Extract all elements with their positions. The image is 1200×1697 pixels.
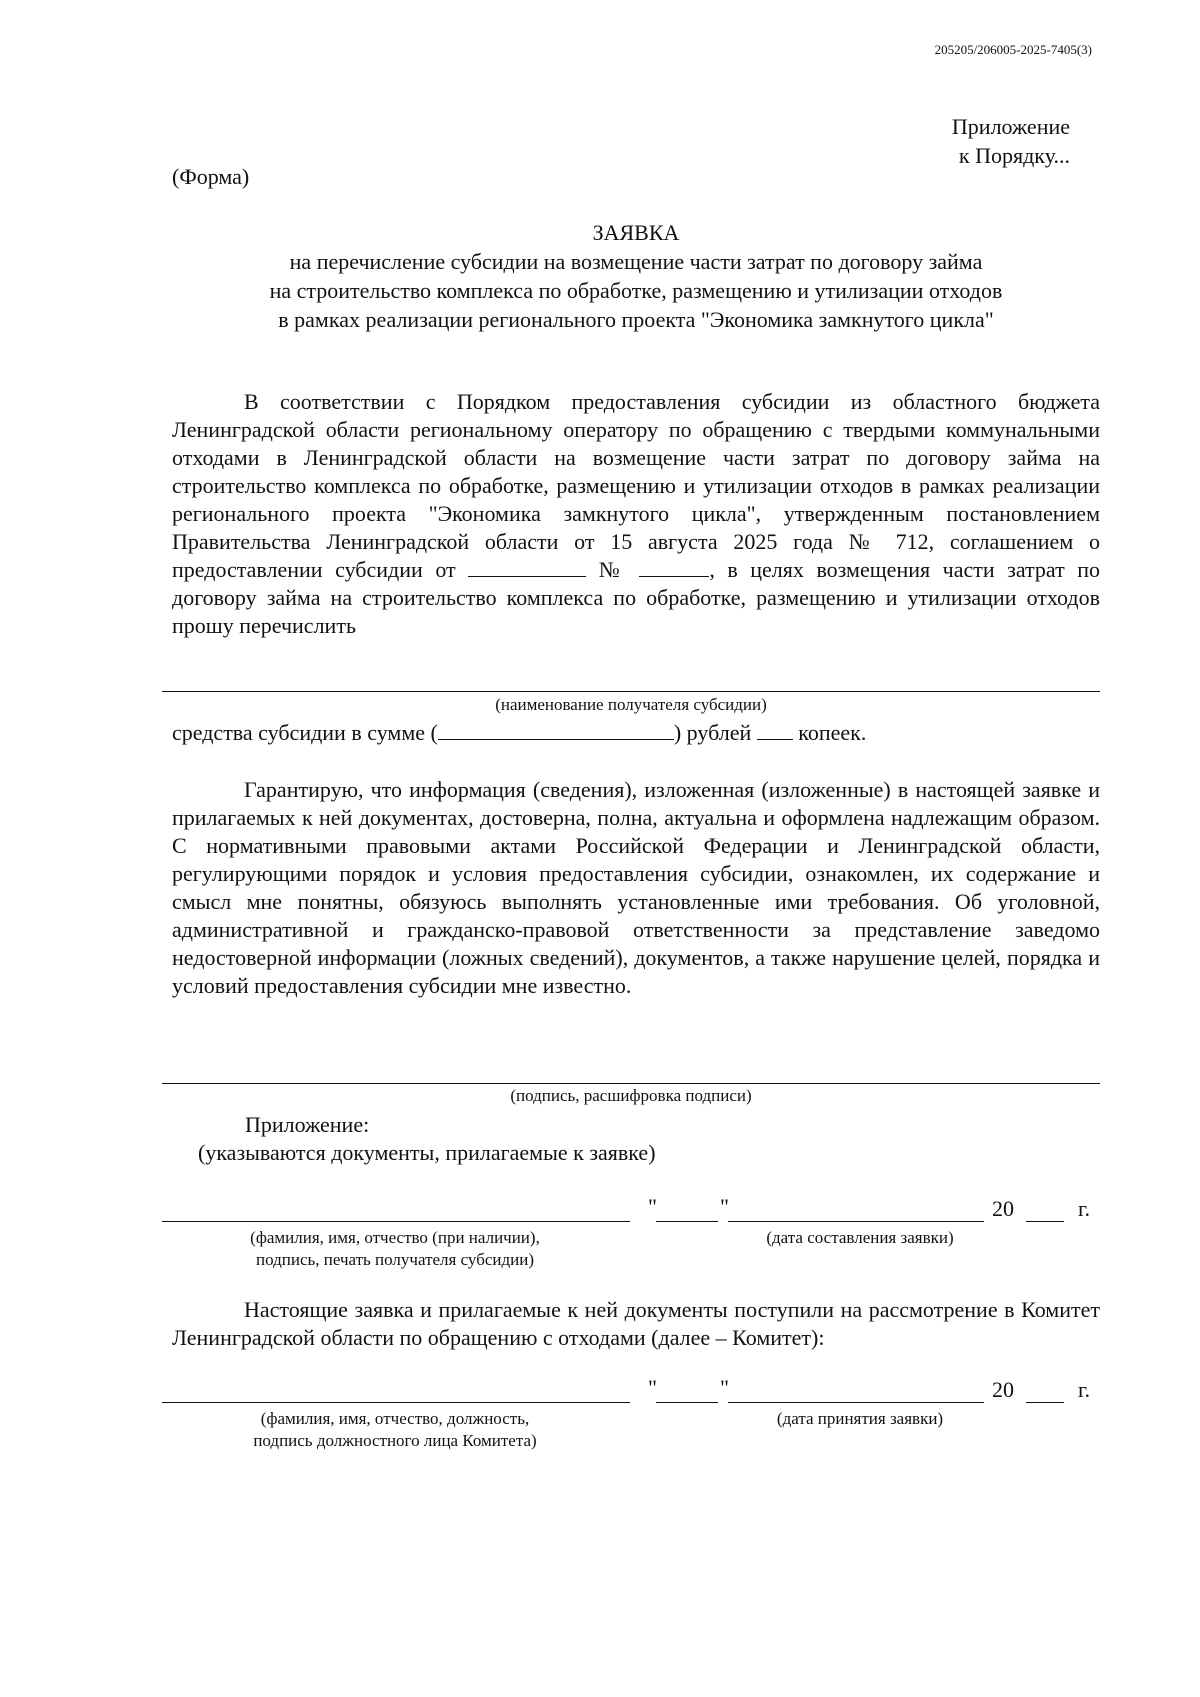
recipient-name-field[interactable] (162, 691, 1100, 692)
official-date-open-quote: " (648, 1375, 657, 1400)
appendix-line1: Приложение (951, 114, 1070, 139)
sum-rub: ) рублей (673, 720, 752, 745)
applicant-year-field[interactable] (1026, 1221, 1064, 1222)
official-caption-line2: подпись должностного лица Комитета) (253, 1431, 537, 1450)
signature-field[interactable] (162, 1083, 1100, 1084)
attachments-hint: (указываются документы, прилагаемые к заявке) (198, 1140, 656, 1165)
attachments-label: Приложение: (245, 1112, 370, 1137)
appendix-reference (952, 112, 1070, 170)
official-caption (200, 1408, 590, 1452)
sum-kopeks-field[interactable] (757, 719, 793, 740)
sum-kop: копеек. (798, 720, 867, 745)
applicant-day-field[interactable] (656, 1221, 718, 1222)
title-line1: на перечисление субсидии на возмещение части затрат по договору займа (289, 249, 983, 274)
body-num-sign: № (598, 557, 627, 582)
received-text: Настоящие заявка и прилагаемые к ней документы поступили на рассмотрение в Комитет Ленинградской области по обращению с отходами (далее – Комитет): (172, 1297, 1100, 1350)
form-label: (Форма) (172, 164, 250, 189)
official-month-field[interactable] (728, 1402, 984, 1403)
title-line3: в рамках реализации регионального проекта "Экономика замкнутого цикла" (278, 307, 994, 332)
recipient-caption: (наименование получателя субсидии) (495, 695, 767, 714)
appendix-line2: к Порядку... (958, 143, 1070, 168)
applicant-date-open-quote: " (648, 1194, 657, 1219)
official-date-caption: (дата принятия заявки) (776, 1409, 944, 1428)
signature-caption: (подпись, расшифровка подписи) (510, 1086, 752, 1105)
sum-amount-field[interactable] (438, 719, 674, 740)
body-part1: В соответствии с Порядком предоставления субсидии из областного бюджета Ленинградской области региональному оператору по обращению с твердыми коммунальными отходами в Ленинградской области на возмещение части затрат по договору займа на строительство комплекса по обработке, размещению и утилизации отходов в рамках реализации регионального проекта "Экономика замкнутого цикла", утвержденным постановлением Правительства Ленинградской области от 15 августа 2025 года № 712, соглашением о предоставлении субсидии (172, 389, 1100, 582)
request-paragraph (172, 388, 1100, 640)
applicant-caption-line2: подпись, печать получателя субсидии) (256, 1250, 534, 1269)
official-year-suffix: г. (1078, 1377, 1091, 1402)
official-signature-field[interactable] (162, 1402, 630, 1403)
document-title (172, 218, 1100, 334)
body-from: от (435, 557, 456, 582)
guarantee-text: Гарантирую, что информация (сведения), изложенная (изложенные) в настоящей заявке и прилагаемых к ней документах, достоверна, полна, актуальна и оформлена надлежащим образом. С нормативными правовыми актами Российской Федерации и Ленинградской области, регулирующими порядок и условия предоставления субсидии, ознакомлен, их содержание и смысл мне понятны, обязуюсь выполнять установленные ими требования. Об уголовной, административной и гражданско-правовой ответственности за представление заведомо недостоверной информации (ложных сведений), документов, а также нарушение целей, порядка и условий предоставления субсидии мне известно. (172, 777, 1100, 998)
official-year-field[interactable] (1026, 1402, 1064, 1403)
title-line2: на строительство комплекса по обработке, размещению и утилизации отходов (269, 278, 1003, 303)
applicant-date-close-quote: " (720, 1194, 729, 1219)
applicant-year-prefix: 20 (992, 1196, 1014, 1221)
received-paragraph (172, 1296, 1100, 1352)
official-year-prefix: 20 (992, 1377, 1014, 1402)
official-day-field[interactable] (656, 1402, 718, 1403)
agreement-date-field[interactable] (468, 556, 586, 577)
applicant-signature-field[interactable] (162, 1221, 630, 1222)
guarantee-paragraph (172, 776, 1100, 1000)
sum-prefix: средства субсидии в сумме ( (172, 720, 438, 745)
applicant-month-field[interactable] (728, 1221, 984, 1222)
official-date-close-quote: " (720, 1375, 729, 1400)
applicant-caption-line1: (фамилия, имя, отчество (при наличии), (250, 1228, 540, 1247)
sum-line (172, 719, 866, 746)
official-caption-line1: (фамилия, имя, отчество, должность, (260, 1409, 530, 1428)
title-main: ЗАЯВКА (592, 220, 680, 245)
applicant-date-caption: (дата составления заявки) (766, 1228, 954, 1247)
agreement-number-field[interactable] (639, 556, 709, 577)
applicant-year-suffix: г. (1078, 1196, 1091, 1221)
body-part2: , в целях возмещения части затрат по договору займа на строительство комплекса по обработке, размещению и утилизации отходов прошу перечислить (172, 557, 1101, 638)
registration-number: 205205/206005-2025-7405(3) (934, 42, 1092, 57)
applicant-caption (200, 1227, 590, 1271)
